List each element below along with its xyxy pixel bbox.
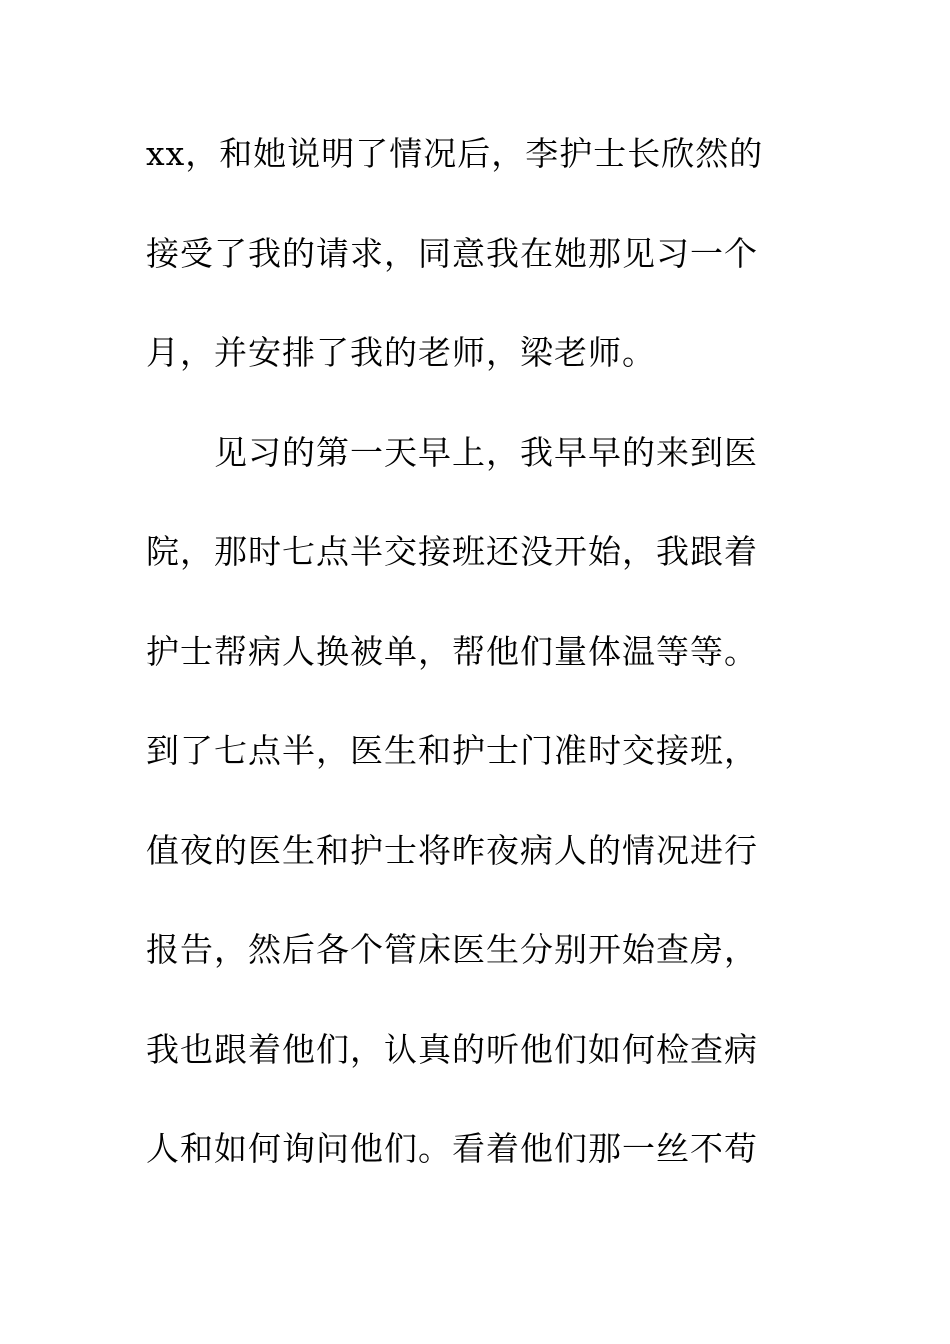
text-line: 人和如何询问他们。看着他们那一丝不苟 [146,1129,758,1168]
text-line: 我也跟着他们，认真的听他们如何检查病 [146,1029,758,1069]
body-text [146,120,786,1215]
text-line: 月，并安排了我的老师，梁老师。 [146,333,656,372]
text-line: 护士帮病人换被单，帮他们量体温等等。 [146,631,758,671]
text-line: 接受了我的请求，同意我在她那见习一个 [146,233,758,273]
text-line: 院，那时七点半交接班还没开始，我跟着 [146,532,758,571]
paragraph-start-line: 见习的第一天早上，我早早的来到医 [214,432,758,472]
text-line: 值夜的医生和护士将昨夜病人的情况进行 [146,830,758,870]
text-line: xx，和她说明了情况后，李护士长欣然的 [146,134,764,173]
text-line: 报告，然后各个管床医生分别开始查房， [146,930,758,969]
text-line: 到了七点半，医生和护士门准时交接班， [146,731,758,770]
